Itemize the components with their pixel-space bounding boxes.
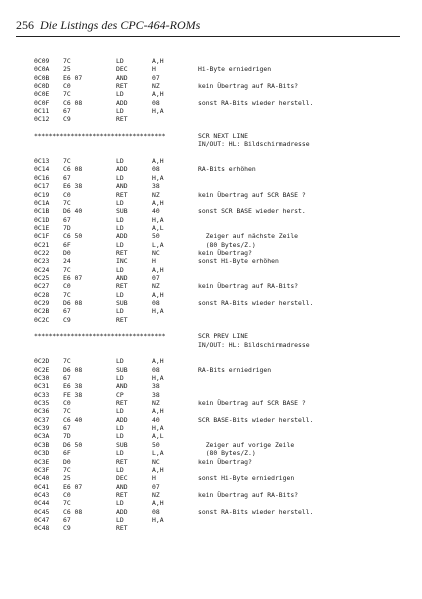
mnemonic: ADD	[116, 165, 128, 174]
address: 0C21	[34, 240, 50, 249]
address: 0C48	[34, 524, 50, 533]
opcode-bytes: FE 38	[63, 390, 83, 399]
address: 0C0D	[34, 82, 50, 91]
mnemonic: LD	[116, 57, 124, 65]
operand: 38	[152, 390, 160, 399]
mnemonic: RET	[116, 524, 128, 533]
address: 0C24	[34, 265, 50, 274]
operand: NC	[152, 457, 160, 466]
operand: A,H	[152, 357, 164, 366]
mnemonic: LD	[116, 240, 124, 249]
address: 0C1D	[34, 215, 50, 224]
mnemonic: LD	[116, 107, 124, 116]
opcode-bytes: E6 07	[63, 273, 83, 282]
address: 0C43	[34, 490, 50, 499]
mnemonic: RET	[116, 315, 128, 324]
mnemonic: ADD	[116, 507, 128, 516]
address: 0C40	[34, 474, 50, 483]
mnemonic: RET	[116, 82, 128, 91]
address: 0C35	[34, 399, 50, 408]
opcode-bytes: D0	[63, 457, 71, 466]
opcode-bytes: C9	[63, 115, 71, 124]
mnemonic: LD	[116, 223, 124, 232]
comment: RA-Bits erhöhen	[198, 165, 256, 174]
mnemonic: LD	[116, 90, 124, 99]
operand: L,A	[152, 240, 164, 249]
address: 0C3D	[34, 449, 50, 458]
mnemonic: AND	[116, 273, 128, 282]
opcode-bytes: E6 38	[63, 182, 83, 191]
opcode-bytes: 7C	[63, 90, 71, 99]
mnemonic: INC	[116, 257, 128, 266]
operand: H	[152, 257, 156, 266]
comment: kein Übertrag auf RA-Bits?	[198, 490, 299, 499]
mnemonic: AND	[116, 182, 128, 191]
address: 0C41	[34, 482, 50, 491]
address: 0C3A	[34, 432, 50, 441]
mnemonic: ADD	[116, 232, 128, 241]
operand: A,H	[152, 157, 164, 166]
separator: ************************************	[34, 332, 166, 341]
operand: 07	[152, 273, 160, 282]
opcode-bytes: C9	[63, 524, 71, 533]
opcode-bytes: 25	[63, 65, 71, 74]
operand: NZ	[152, 282, 160, 291]
mnemonic: LD	[116, 499, 124, 508]
comment: SCR BASE-Bits wieder herstell.	[198, 415, 314, 424]
operand: 50	[152, 440, 160, 449]
opcode-bytes: D0	[63, 248, 71, 257]
opcode-bytes: C6 08	[63, 507, 83, 516]
operand: NZ	[152, 82, 160, 91]
comment: RA-Bits erniedrigen	[198, 365, 272, 374]
mnemonic: LD	[116, 449, 124, 458]
address: 0C29	[34, 298, 50, 307]
address: 0C19	[34, 190, 50, 199]
opcode-bytes: D6 40	[63, 207, 83, 216]
opcode-bytes: 25	[63, 474, 71, 483]
operand: NZ	[152, 490, 160, 499]
mnemonic: LD	[116, 157, 124, 166]
address: 0C31	[34, 382, 50, 391]
mnemonic: ADD	[116, 415, 128, 424]
separator: ************************************	[34, 132, 166, 141]
operand: H,A	[152, 173, 164, 182]
address: 0C3F	[34, 465, 50, 474]
address: 0C33	[34, 390, 50, 399]
address: 0C28	[34, 290, 50, 299]
opcode-bytes: 7C	[63, 357, 71, 366]
operand: H	[152, 65, 156, 74]
operand: 50	[152, 232, 160, 241]
operand: NC	[152, 248, 160, 257]
operand: A,H	[152, 265, 164, 274]
comment: kein Übertrag auf SCR BASE ?	[198, 399, 306, 408]
mnemonic: RET	[116, 490, 128, 499]
opcode-bytes: 67	[63, 173, 71, 182]
mnemonic: RET	[116, 282, 128, 291]
operand: 08	[152, 298, 160, 307]
address: 0C27	[34, 282, 50, 291]
operand: A,H	[152, 90, 164, 99]
address: 0C2C	[34, 315, 50, 324]
comment: Hi-Byte erniedrigen	[198, 65, 272, 74]
mnemonic: DEC	[116, 65, 128, 74]
mnemonic: LD	[116, 432, 124, 441]
opcode-bytes: 7C	[63, 157, 71, 166]
opcode-bytes: C6 40	[63, 415, 83, 424]
comment: SCR PREV LINE	[198, 332, 249, 341]
address: 0C1A	[34, 198, 50, 207]
opcode-bytes: E6 38	[63, 382, 83, 391]
mnemonic: CP	[116, 390, 124, 399]
operand: 08	[152, 165, 160, 174]
operand: NZ	[152, 190, 160, 199]
address: 0C22	[34, 248, 50, 257]
operand: H,A	[152, 515, 164, 524]
comment: IN/OUT: HL: Bildschirmadresse	[198, 140, 310, 149]
opcode-bytes: 67	[63, 515, 71, 524]
operand: A,H	[152, 290, 164, 299]
mnemonic: LD	[116, 215, 124, 224]
address: 0C14	[34, 165, 50, 174]
opcode-bytes: 6F	[63, 240, 71, 249]
address: 0C0F	[34, 98, 50, 107]
address: 0C25	[34, 273, 50, 282]
opcode-bytes: 7D	[63, 223, 71, 232]
address: 0C3B	[34, 440, 50, 449]
opcode-bytes: 7C	[63, 465, 71, 474]
mnemonic: RET	[116, 190, 128, 199]
address: 0C36	[34, 407, 50, 416]
opcode-bytes: 67	[63, 424, 71, 433]
comment: sonst RA-Bits wieder herstell.	[198, 98, 314, 107]
opcode-bytes: C0	[63, 490, 71, 499]
comment: kein Übertrag auf RA-Bits?	[198, 282, 299, 291]
comment: sonst RA-Bits wieder herstell.	[198, 298, 314, 307]
mnemonic: LD	[116, 407, 124, 416]
operand: H,A	[152, 424, 164, 433]
opcode-bytes: C0	[63, 282, 71, 291]
mnemonic: LD	[116, 173, 124, 182]
opcode-bytes: C6 50	[63, 232, 83, 241]
operand: 07	[152, 73, 160, 82]
address: 0C39	[34, 424, 50, 433]
opcode-bytes: 24	[63, 257, 71, 266]
address: 0C0E	[34, 90, 50, 99]
operand: A,H	[152, 499, 164, 508]
opcode-bytes: C9	[63, 315, 71, 324]
opcode-bytes: 67	[63, 107, 71, 116]
mnemonic: DEC	[116, 474, 128, 483]
comment: kein Übertrag?	[198, 248, 252, 257]
opcode-bytes: 67	[63, 307, 71, 316]
opcode-bytes: 7C	[63, 265, 71, 274]
opcode-bytes: E6 07	[63, 73, 83, 82]
operand: 07	[152, 482, 160, 491]
opcode-bytes: 7C	[63, 499, 71, 508]
address: 0C17	[34, 182, 50, 191]
opcode-bytes: C0	[63, 82, 71, 91]
mnemonic: SUB	[116, 207, 128, 216]
mnemonic: LD	[116, 198, 124, 207]
operand: 08	[152, 507, 160, 516]
opcode-bytes: C0	[63, 399, 71, 408]
operand: A,H	[152, 465, 164, 474]
comment: kein Übertrag auf RA-Bits?	[198, 82, 299, 91]
comment: Zeiger auf vorige Zeile	[198, 440, 295, 449]
opcode-bytes: 7C	[63, 198, 71, 207]
address: 0C2B	[34, 307, 50, 316]
page-number: 256	[16, 18, 34, 32]
opcode-bytes: 7C	[63, 290, 71, 299]
opcode-bytes: D6 08	[63, 365, 83, 374]
operand: A,H	[152, 407, 164, 416]
comment: sonst Hi-Byte erhöhen	[198, 257, 279, 266]
comment: sonst SCR BASE wieder herst.	[198, 207, 306, 216]
address: 0C1B	[34, 207, 50, 216]
operand: A,L	[152, 223, 164, 232]
address: 0C13	[34, 157, 50, 166]
mnemonic: AND	[116, 382, 128, 391]
mnemonic: ADD	[116, 98, 128, 107]
mnemonic: SUB	[116, 365, 128, 374]
operand: 40	[152, 207, 160, 216]
operand: 38	[152, 382, 160, 391]
address: 0C1F	[34, 232, 50, 241]
opcode-bytes: 7C	[63, 57, 71, 65]
comment: sonst Hi-Byte erniedrigen	[198, 474, 295, 483]
mnemonic: RET	[116, 457, 128, 466]
address: 0C3E	[34, 457, 50, 466]
address: 0C1E	[34, 223, 50, 232]
mnemonic: AND	[116, 482, 128, 491]
mnemonic: LD	[116, 465, 124, 474]
operand: L,A	[152, 449, 164, 458]
comment: SCR NEXT LINE	[198, 132, 249, 141]
address: 0C2E	[34, 365, 50, 374]
operand: 08	[152, 98, 160, 107]
address: 0C44	[34, 499, 50, 508]
mnemonic: SUB	[116, 298, 128, 307]
operand: A,L	[152, 432, 164, 441]
opcode-bytes: D6 50	[63, 440, 83, 449]
address: 0C45	[34, 507, 50, 516]
operand: NZ	[152, 399, 160, 408]
mnemonic: LD	[116, 424, 124, 433]
address: 0C0A	[34, 65, 50, 74]
address: 0C16	[34, 173, 50, 182]
address: 0C2D	[34, 357, 50, 366]
comment: IN/OUT: HL: Bildschirmadresse	[198, 340, 310, 349]
comment: kein Übertrag?	[198, 457, 252, 466]
comment: (80 Bytes/Z.)	[198, 240, 256, 249]
operand: 40	[152, 415, 160, 424]
opcode-bytes: 67	[63, 215, 71, 224]
opcode-bytes: 7C	[63, 407, 71, 416]
opcode-bytes: D6 08	[63, 298, 83, 307]
comment: (80 Bytes/Z.)	[198, 449, 256, 458]
opcode-bytes: E6 07	[63, 482, 83, 491]
address: 0C23	[34, 257, 50, 266]
address: 0C0B	[34, 73, 50, 82]
address: 0C12	[34, 115, 50, 124]
mnemonic: LD	[116, 265, 124, 274]
operand: 38	[152, 182, 160, 191]
opcode-bytes: 67	[63, 374, 71, 383]
mnemonic: LD	[116, 307, 124, 316]
page-title: Die Listings des CPC-464-ROMs	[40, 18, 201, 32]
opcode-bytes: C6 08	[63, 98, 83, 107]
mnemonic: RET	[116, 248, 128, 257]
operand: 08	[152, 365, 160, 374]
address: 0C30	[34, 374, 50, 383]
address: 0C37	[34, 415, 50, 424]
operand: A,H	[152, 57, 164, 65]
mnemonic: AND	[116, 73, 128, 82]
mnemonic: SUB	[116, 440, 128, 449]
mnemonic: LD	[116, 374, 124, 383]
mnemonic: RET	[116, 115, 128, 124]
mnemonic: LD	[116, 290, 124, 299]
comment: kein Übertrag auf SCR BASE ?	[198, 190, 306, 199]
comment: Zeiger auf nächste Zeile	[198, 232, 299, 241]
operand: H,A	[152, 215, 164, 224]
comment: sonst RA-Bits wieder herstell.	[198, 507, 314, 516]
operand: H	[152, 474, 156, 483]
operand: H,A	[152, 374, 164, 383]
opcode-bytes: 7D	[63, 432, 71, 441]
opcode-bytes: C6 08	[63, 165, 83, 174]
opcode-bytes: C0	[63, 190, 71, 199]
mnemonic: LD	[116, 357, 124, 366]
opcode-bytes: 6F	[63, 449, 71, 458]
operand: A,H	[152, 198, 164, 207]
operand: H,A	[152, 107, 164, 116]
page-header	[16, 18, 400, 37]
address: 0C09	[34, 57, 50, 65]
mnemonic: RET	[116, 399, 128, 408]
address: 0C11	[34, 107, 50, 116]
operand: H,A	[152, 307, 164, 316]
address: 0C47	[34, 515, 50, 524]
mnemonic: LD	[116, 515, 124, 524]
